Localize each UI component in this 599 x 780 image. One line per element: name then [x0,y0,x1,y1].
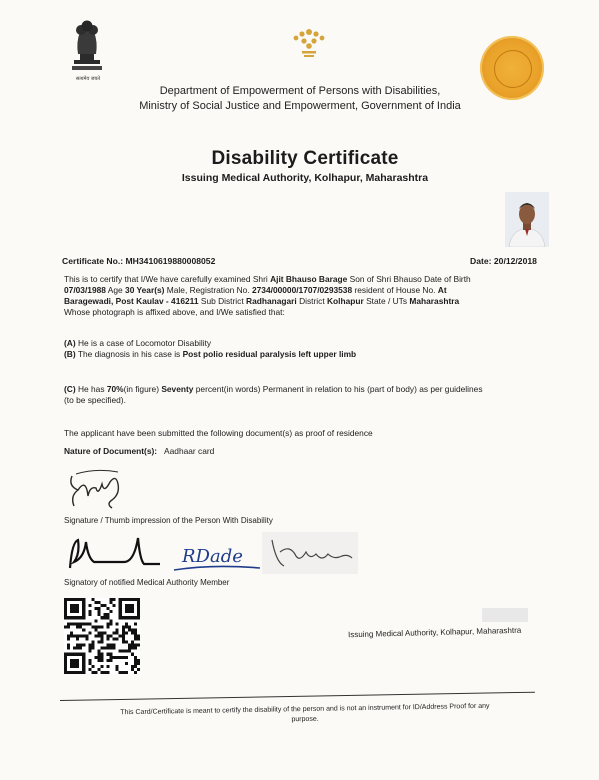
department-heading [100,84,500,114]
department-line-1: Department of Empowerment of Persons with Disabilities, [159,85,441,97]
disability-percent: 70% [106,384,124,394]
body-text: The diagnosis in his case is [77,349,181,359]
footer-line-2: purpose. [291,715,319,724]
certificate-number-value: MH3410619880008052 [125,256,216,266]
item-label-a: (A) [64,338,76,348]
body-text: resident of House No. [354,285,436,295]
signature-2-text: RDade [182,546,243,567]
finding-c [64,384,544,406]
date-of-birth: 07/03/1988 [64,285,106,295]
applicant-signature [66,466,130,514]
footer-line-1: This Card/Certificate is meant to certify the disability of the person and is not an instrument for ID/Address Proof for any [120,702,490,717]
footer-divider [60,692,535,701]
disability-type: He is a case of Locomotor Disability [77,338,212,348]
body-text: (to be specified). [64,395,126,405]
authority-signature-caption: Signatory of notified Medical Authority Member [64,578,230,587]
item-label-b: (B) [64,349,76,359]
body-text: (in figure) [123,384,159,394]
sub-district: Radhanagari [246,296,297,306]
body-text: State / UTs [366,296,408,306]
body-text: Male, Registration No. [166,285,250,295]
authority-signature-2 [172,540,264,576]
applicant-age: 30 Year(s) [125,285,165,295]
diagnosis: Post polio residual paralysis left upper limb [182,349,357,359]
nature-label: Nature of Document(s): [64,446,158,456]
issuing-stamp-mark [480,604,530,628]
authority-signature-3 [262,532,358,574]
date-label: Date: [470,256,492,266]
residence-note: The applicant have been submitted the following document(s) as proof of residence [64,428,373,438]
body-text: percent(in words) Permanent in relation to his (part of body) as per guidelines [195,384,483,394]
certificate-body [64,274,544,318]
authority-signature-1 [64,532,164,574]
house-address-start: At [437,285,447,295]
body-text: Whose photograph is affixed above, and I/We satisfied that: [64,307,285,317]
registration-number: 2734/00000/1707/0293538 [251,285,353,295]
national-emblem-icon [64,14,110,74]
body-text: Sub District [200,296,244,306]
footer-note [80,701,530,729]
applicant-photo [505,192,549,247]
district: Kolhapur [327,296,364,306]
body-text: Son of Shri Bhauso Date of Birth [349,274,471,284]
certificate-number [62,256,215,266]
nature-of-document [64,446,214,457]
item-label-c: (C) [64,384,76,394]
certificate-number-label: Certificate No.: [62,256,124,266]
qr-code [64,598,140,674]
department-line-2: Ministry of Social Justice and Empowerment, Government of India [139,100,461,112]
findings-ab [64,338,544,360]
state: Maharashtra [409,296,460,306]
body-text: He has [77,384,105,394]
emblem-caption: सत्यमेव जयते [75,76,101,82]
certificate-subtitle: Issuing Medical Authority, Kolhapur, Maharashtra [181,172,429,184]
body-text: This is to certify that I/We have carefully examined Shri [64,274,268,284]
certificate-title: Disability Certificate [211,148,399,169]
date-value: 20/12/2018 [493,256,537,266]
certificate-date [470,256,537,266]
body-text: Age [107,285,123,295]
department-logo-icon [284,22,334,62]
applicant-name: Ajit Bhauso Barage [270,274,348,284]
house-address: Baragewadi, Post Kaulav - 416211 [64,296,199,306]
body-text: District [299,296,325,306]
issuing-authority-caption: Issuing Medical Authority, Kolhapur, Maharashtra [347,625,522,640]
nature-value: Aadhaar card [164,446,215,456]
person-signature-caption: Signature / Thumb impression of the Person With Disability [64,516,273,525]
disability-percent-words: Seventy [161,384,194,394]
